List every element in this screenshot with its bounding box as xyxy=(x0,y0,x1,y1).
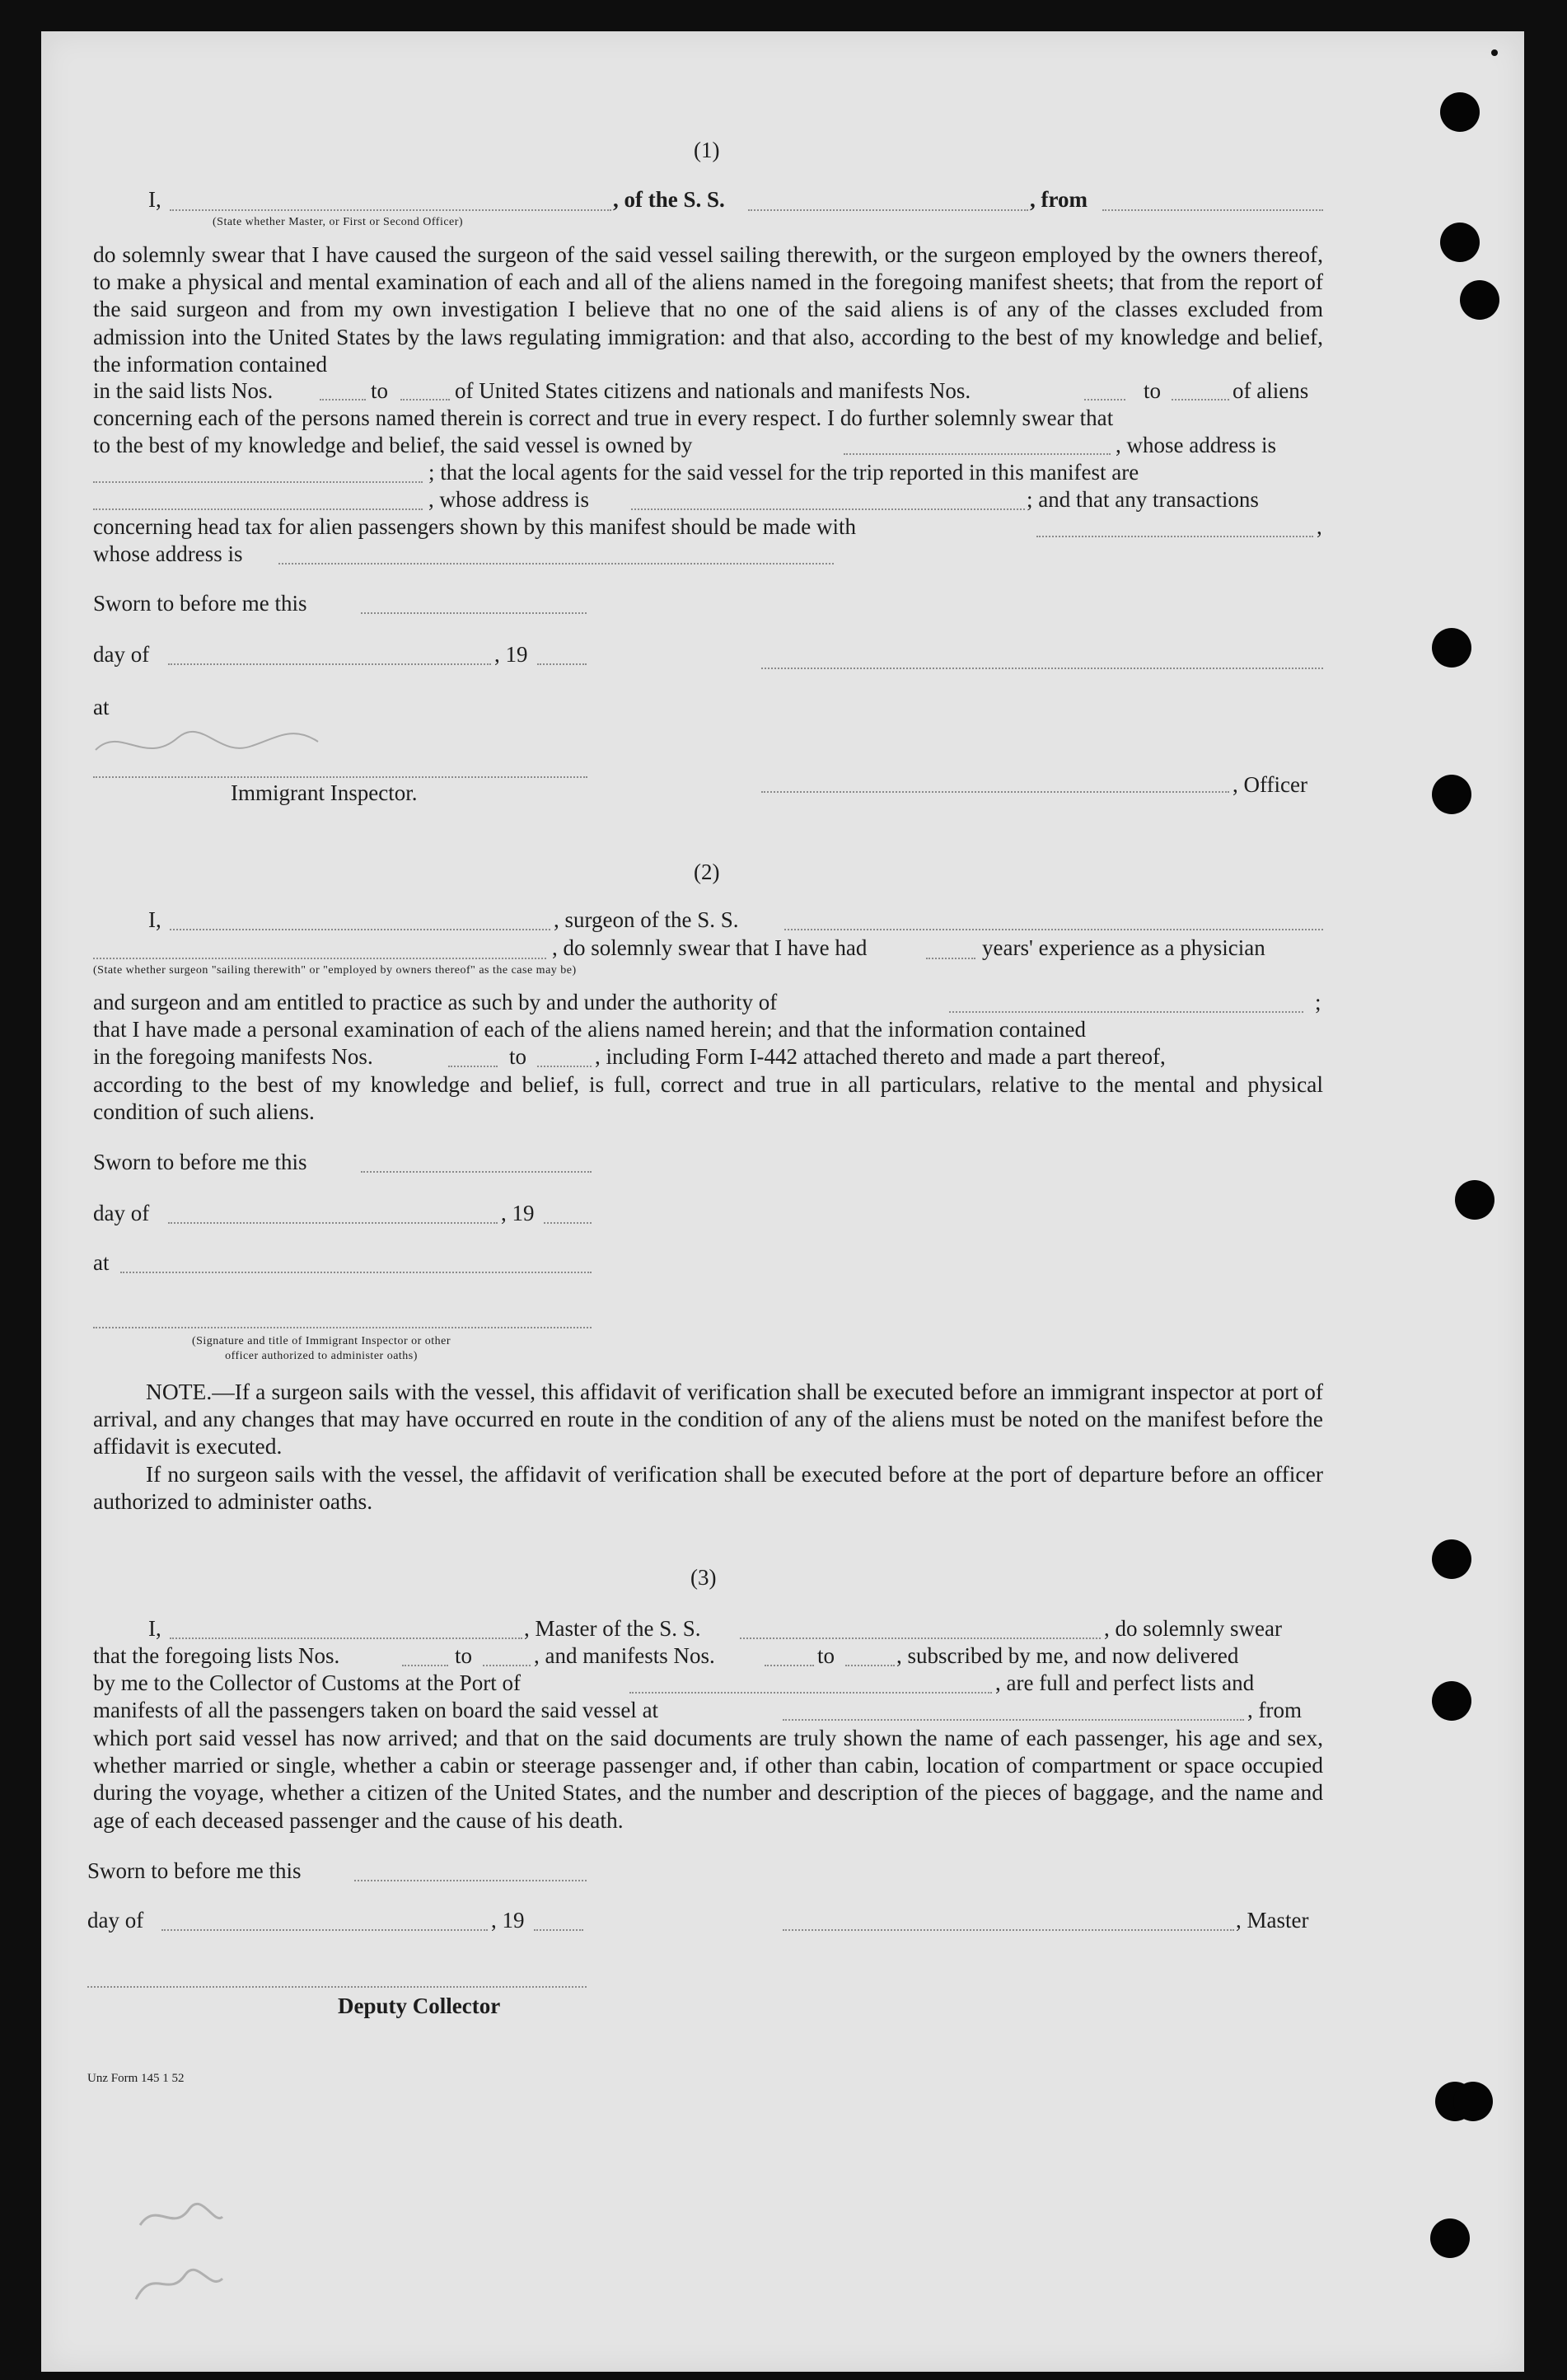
s1-from-label: , from xyxy=(1030,187,1088,212)
s2-semicolon: ; xyxy=(1315,990,1321,1014)
s1-aliens-label: of aliens xyxy=(1233,378,1309,403)
ship-name-field[interactable] xyxy=(748,209,1028,211)
s1-i-label: I, xyxy=(148,187,161,212)
s1-oath-paragraph xyxy=(93,241,1323,377)
agents-address-field[interactable] xyxy=(631,508,1025,510)
s1-inspector-signature-line[interactable] xyxy=(93,776,587,778)
s3-lists-to-field[interactable] xyxy=(483,1665,531,1666)
s2-day-of-label: day of xyxy=(93,1201,150,1225)
owner-field[interactable] xyxy=(844,453,1111,455)
port-field[interactable] xyxy=(629,1692,992,1694)
speck xyxy=(1491,49,1498,56)
s1-month-field[interactable] xyxy=(168,663,491,665)
s1-lists-label: in the said lists Nos. xyxy=(93,378,274,403)
s1-year-label: , 19 xyxy=(494,642,528,667)
s3-i-label: I, xyxy=(148,1616,161,1641)
s3-day-of-label: day of xyxy=(87,1908,144,1933)
s3-manifests-taken-label: manifests of all the passengers taken on board the said vessel at xyxy=(93,1698,659,1722)
head-tax-address-field[interactable] xyxy=(278,563,834,565)
note-paragraph-2 xyxy=(93,1460,1323,1515)
agents-field[interactable] xyxy=(93,508,423,510)
s1-officer-line[interactable] xyxy=(761,791,1229,793)
s2-examination-text: that I have made a personal examination of each of the aliens named herein; and that the information contained xyxy=(93,1017,1087,1042)
s3-manifests-to: to xyxy=(817,1643,835,1668)
s3-arrival-paragraph xyxy=(93,1724,1323,1834)
s3-lists-label: that the foregoing lists Nos. xyxy=(93,1643,340,1668)
head-tax-party-field[interactable] xyxy=(1036,536,1313,537)
lists-to-field[interactable] xyxy=(400,399,450,401)
s2-sig-hint-1: (Signature and title of Immigrant Inspector or other xyxy=(191,1335,451,1347)
s1-concerning: concerning each of the persons named therein is correct and true in every respect. I do further solemnly swear that xyxy=(93,405,1114,430)
s2-month-field[interactable] xyxy=(168,1222,498,1224)
s3-ship-name-field[interactable] xyxy=(740,1637,1101,1639)
s1-citizens-label: of United States citizens and nationals and manifests Nos. xyxy=(455,378,971,403)
s3-sworn-day-field[interactable] xyxy=(354,1880,587,1881)
s1-agents-label: ; that the local agents for the said vessel for the trip reported in this manifest are xyxy=(428,460,1139,485)
s3-subscribed-label: , subscribed by me, and now delivered xyxy=(896,1643,1239,1668)
s2-surgeon-of-label: , surgeon of the S. S. xyxy=(554,907,739,932)
punch-hole xyxy=(1430,2218,1470,2258)
s1-transactions-label: ; and that any transactions xyxy=(1027,487,1259,512)
s1-head-tax-label: concerning head tax for alien passengers shown by this manifest should be made with xyxy=(93,514,857,539)
s3-manifests-from-field[interactable] xyxy=(765,1665,814,1666)
s2-condition-text: according to the best of my knowledge and belief, is full, correct and true in all particulars, relative to the mental and physical condition of such aliens. xyxy=(93,1071,1323,1125)
s1-officer-label: , Officer xyxy=(1233,772,1307,797)
section-3-number: (3) xyxy=(690,1565,717,1590)
punch-hole xyxy=(1440,223,1480,262)
punch-hole xyxy=(1432,1539,1471,1579)
years-experience-field[interactable] xyxy=(926,958,975,959)
s1-lists-to: to xyxy=(371,378,389,403)
s2-sworn-label: Sworn to before me this xyxy=(93,1150,307,1174)
s2-manifests-from-field[interactable] xyxy=(448,1066,498,1067)
form-number: Unz Form 145 1 52 xyxy=(87,2072,185,2085)
master-name-field[interactable] xyxy=(170,1637,522,1639)
s3-month-field[interactable] xyxy=(161,1929,488,1931)
s1-agents-address-label: , whose address is xyxy=(428,487,589,512)
s3-master-label: , Master xyxy=(1236,1908,1309,1933)
s3-swear-label: , do solemnly swear xyxy=(1104,1616,1282,1641)
s2-surgeon-hint: (State whether surgeon "sailing therewith" or "employed by owners thereof" as the case may be) xyxy=(93,964,577,977)
s1-manifests-to: to xyxy=(1144,378,1162,403)
punch-hole xyxy=(1432,775,1471,814)
officer-name-field[interactable] xyxy=(170,209,611,211)
surgeon-status-field[interactable] xyxy=(93,958,546,959)
master-signature-line[interactable] xyxy=(783,1929,1234,1931)
s1-whose-address-label: whose address is xyxy=(93,541,243,566)
note-text-2: If no surgeon sails with the vessel, the affidavit of verification shall be executed before at the port of departure before an officer authorized to administer oaths. xyxy=(93,1461,1323,1515)
s3-lists-to: to xyxy=(455,1643,473,1668)
s2-manifests-to: to xyxy=(509,1044,527,1069)
note-paragraph-1 xyxy=(93,1378,1323,1460)
s2-manifests-to-field[interactable] xyxy=(537,1066,592,1067)
note-text-1: NOTE.—If a surgeon sails with the vessel, this affidavit of verification shall be executed before an immigrant inspector at port of arrival, and any changes that may have occurred en route in the condition of any of the aliens must be noted on the manifest before the affidavit is executed. xyxy=(93,1379,1323,1459)
s3-manifests-label: , and manifests Nos. xyxy=(534,1643,715,1668)
deputy-signature-line[interactable] xyxy=(87,1986,587,1988)
s2-ship-name-field[interactable] xyxy=(784,929,1323,930)
s2-manifests-label: in the foregoing manifests Nos. xyxy=(93,1044,373,1069)
punch-hole xyxy=(1460,280,1499,320)
s3-arrival-text: which port said vessel has now arrived; and that on the said documents are truly shown the name of each passenger, his age and sex, whether married or single, whether a cabin or steerage passenger and, if other than cabin, location of compartment or space occupied during the voyage, whether a citizen of the United States, and the number and description of the pieces of baggage, and the name and age of each deceased passenger and the cause of his death. xyxy=(93,1725,1323,1833)
s2-year-label: , 19 xyxy=(501,1201,535,1225)
manifests-from-field[interactable] xyxy=(1084,399,1125,401)
punch-hole xyxy=(1432,1681,1471,1721)
s1-sworn-day-field[interactable] xyxy=(361,612,587,614)
s1-officer-hint: (State whether Master, or First or Second Officer) xyxy=(213,216,464,228)
s3-year-field[interactable] xyxy=(534,1929,583,1931)
s1-owner-address-label: , whose address is xyxy=(1116,433,1276,457)
punch-hole xyxy=(1440,92,1480,132)
s1-inspector-label: Immigrant Inspector. xyxy=(231,780,418,805)
section-1-number: (1) xyxy=(694,138,720,162)
s1-oath-text: do solemnly swear that I have caused the surgeon of the said vessel sailing therewith, or the surgeon employed by the owners thereof, to make a physical and mental examination of each and all of the aliens named in the foregoing manifest sheets; that from the report of the said surgeon and from my own investigation I believe that no one of the said aliens is of any of the classes excluded from admission into the United States by the laws regulating immigration: and that also, according to the best of my knowledge and belief, the information contained xyxy=(93,241,1323,377)
faint-signature xyxy=(87,700,334,775)
s3-full-label: , are full and perfect lists and xyxy=(995,1670,1255,1695)
s3-from-label: , from xyxy=(1247,1698,1302,1722)
s2-solemnly-label: , do solemnly swear that I have had xyxy=(552,935,868,960)
s3-master-of-label: , Master of the S. S. xyxy=(524,1616,701,1641)
s3-deputy-label: Deputy Collector xyxy=(338,1993,501,2018)
punch-hole xyxy=(1455,1180,1494,1220)
s1-at-label: at xyxy=(93,695,110,719)
s3-lists-from-field[interactable] xyxy=(402,1665,448,1666)
s2-year-field[interactable] xyxy=(544,1222,592,1224)
s2-sig-hint-2: officer authorized to administer oaths) xyxy=(225,1350,418,1362)
s3-manifests-to-field[interactable] xyxy=(845,1665,895,1666)
s2-at-label: at xyxy=(93,1250,110,1275)
s1-sworn-label: Sworn to before me this xyxy=(93,591,307,616)
s2-years-label: years' experience as a physician xyxy=(982,935,1265,960)
owner-address-field[interactable] xyxy=(93,481,423,483)
s2-form-label: , including Form I-442 attached thereto and made a part thereof, xyxy=(595,1044,1166,1069)
s1-of-ss-label: , of the S. S. xyxy=(613,187,725,212)
manifests-to-field[interactable] xyxy=(1172,399,1229,401)
s1-comma: , xyxy=(1317,514,1322,539)
s3-year-label: , 19 xyxy=(491,1908,525,1933)
s1-owned-label: to the best of my knowledge and belief, the said vessel is owned by xyxy=(93,433,693,457)
embarkation-port-field[interactable] xyxy=(783,1719,1244,1721)
authority-field[interactable] xyxy=(949,1011,1303,1013)
surgeon-name-field[interactable] xyxy=(170,929,550,930)
s2-i-label: I, xyxy=(148,907,161,932)
s3-collector-label: by me to the Collector of Customs at the Port of xyxy=(93,1670,521,1695)
s1-day-of-label: day of xyxy=(93,642,150,667)
pencil-marks xyxy=(124,2176,239,2324)
s3-sworn-label: Sworn to before me this xyxy=(87,1858,302,1883)
punch-hole xyxy=(1453,2082,1493,2121)
s1-officer-signature-line[interactable] xyxy=(761,668,1323,669)
from-port-field[interactable] xyxy=(1102,209,1323,211)
lists-from-field[interactable] xyxy=(320,399,366,401)
s2-signature-line[interactable] xyxy=(93,1327,592,1328)
punch-hole xyxy=(1432,628,1471,668)
s2-condition-paragraph xyxy=(93,1071,1323,1125)
s1-year-field[interactable] xyxy=(537,663,587,665)
s2-place-field[interactable] xyxy=(120,1272,592,1273)
section-2-number: (2) xyxy=(694,860,720,884)
s2-sworn-day-field[interactable] xyxy=(361,1171,592,1173)
s2-authority-label: and surgeon and am entitled to practice as such by and under the authority of xyxy=(93,990,778,1014)
